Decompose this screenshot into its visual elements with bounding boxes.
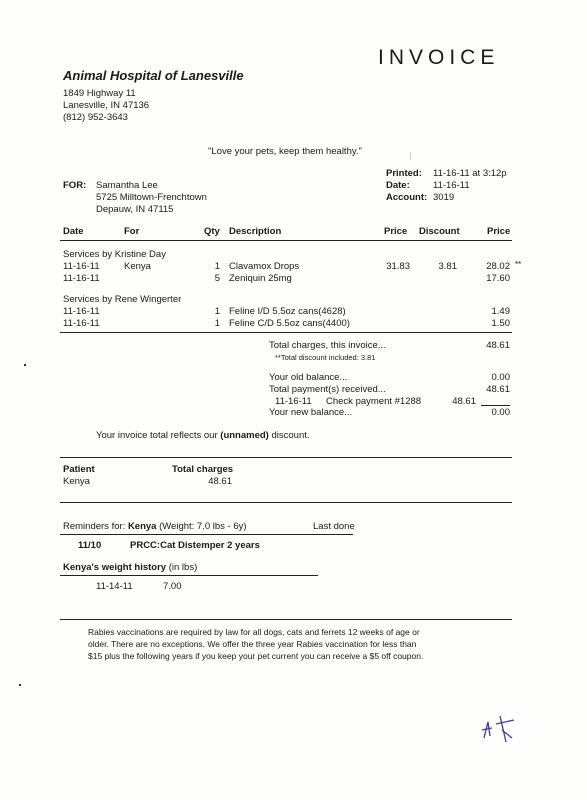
col-date: Date <box>63 226 84 237</box>
group-heading: Services by Kristine Day <box>63 249 166 260</box>
printed-label: Printed: <box>386 168 422 179</box>
rabies-note-line3: $15 plus the following years if you keep your pet current you can receive a $5 off coupon. <box>88 651 424 661</box>
row-date: 11-16-11 <box>63 261 100 272</box>
items-divider <box>60 332 512 333</box>
hospital-address-line1: 1849 Highway 11 <box>63 88 136 99</box>
row-total: 1.49 <box>491 306 510 317</box>
customer-address-line1: 5725 Milltown-Frenchtown <box>96 192 207 203</box>
row-price: 31.83 <box>386 261 410 272</box>
reminders-line <box>63 521 247 532</box>
reminders-pet: Kenya <box>127 521 157 532</box>
row-for: Kenya <box>124 261 151 272</box>
account-label: Account: <box>386 192 428 203</box>
weight-history-unit: (in lbs) <box>166 562 198 573</box>
group-heading: Services by Rene Wingerter <box>63 294 182 305</box>
reminder-date: 11/10 <box>78 540 102 551</box>
row-description: Clavamox Drops <box>229 261 300 272</box>
col-qty: Qty <box>204 226 220 237</box>
row-total: 17.60 <box>486 273 510 284</box>
payment-date: 11-16-11 <box>275 396 312 407</box>
header-divider <box>60 240 512 241</box>
for-label: FOR: <box>63 180 87 191</box>
weight-value: 7.00 <box>163 581 182 592</box>
row-description: Feline I/D 5.5oz cans(4628) <box>229 306 346 317</box>
patient-charges: 48.61 <box>208 476 232 487</box>
col-total: Price <box>487 226 511 237</box>
row-qty: 1 <box>214 318 220 329</box>
patient-name: Kenya <box>63 476 90 487</box>
balance-underline <box>481 405 510 406</box>
payments-label: Total payment(s) received... <box>269 384 386 395</box>
charges-header: Total charges <box>172 464 234 475</box>
new-balance-label: Your new balance... <box>269 407 353 418</box>
row-total: 1.50 <box>491 318 510 329</box>
last-done-header: Last done <box>313 521 355 532</box>
handwritten-initials-icon <box>478 708 528 748</box>
patient-bottom-divider <box>60 502 512 503</box>
stray-dot <box>24 364 26 366</box>
row-qty: 5 <box>214 273 220 284</box>
weight-date: 11-14-11 <box>96 581 133 592</box>
stray-mark <box>410 152 415 159</box>
weight-history-divider <box>60 575 318 576</box>
payment-description: Check payment #1288 <box>326 396 422 407</box>
row-total: 28.02 <box>486 261 510 272</box>
row-description: Feline C/D 5.5oz cans(4400) <box>229 318 350 329</box>
discount-name: (unnamed) <box>220 430 269 441</box>
hospital-name: Animal Hospital of Lanesville <box>63 68 244 83</box>
old-balance-value: 0.00 <box>491 372 510 383</box>
reminder-name: PRCC:Cat Distemper 2 years <box>130 540 260 551</box>
weight-history-heading: Kenya's weight history <box>63 562 167 573</box>
discount-message <box>96 430 310 441</box>
payment-amount: 48.61 <box>452 396 476 407</box>
row-date: 11-16-11 <box>63 318 100 329</box>
row-description: Zeniquin 25mg <box>229 273 292 284</box>
payments-value: 48.61 <box>486 384 510 395</box>
customer-address-line2: Depauw, IN 47115 <box>96 204 174 215</box>
row-qty: 1 <box>214 261 220 272</box>
printed-value: 11-16-11 at 3:12p <box>433 168 507 179</box>
patient-header: Patient <box>63 464 95 475</box>
stray-dot <box>19 684 21 686</box>
invoice-title: INVOICE <box>378 46 500 69</box>
row-date: 11-16-11 <box>63 273 100 284</box>
patient-top-divider <box>60 457 512 458</box>
row-discount: 3.81 <box>438 261 457 272</box>
rabies-note-line2: older. There are no exceptions. We offer the three year Rabies vaccination for less than <box>88 639 417 649</box>
date-label: Date: <box>386 180 410 191</box>
hospital-address-line2: Lanesville, IN 47136 <box>63 100 150 111</box>
old-balance-label: Your old balance... <box>269 372 348 383</box>
reminders-divider <box>60 534 353 535</box>
discount-note: **Total discount included: 3.81 <box>275 353 376 362</box>
reminders-weight: (Weight: 7.0 lbs - 6y) <box>156 521 247 532</box>
customer-name: Samantha Lee <box>96 180 158 191</box>
row-flag: ** <box>515 260 522 269</box>
discount-message-suffix: discount. <box>268 430 310 441</box>
row-qty: 1 <box>214 306 220 317</box>
col-discount: Discount <box>419 226 460 237</box>
row-date: 11-16-11 <box>63 306 100 317</box>
total-charges-value: 48.61 <box>486 340 510 351</box>
slogan: "Love your pets, keep them healthy." <box>208 146 362 157</box>
rabies-note-line1: Rabies vaccinations are required by law for all dogs, cats and ferrets 12 weeks of age or <box>88 627 420 637</box>
col-description: Description <box>229 226 282 237</box>
col-price: Price <box>384 226 408 237</box>
discount-message-prefix: Your invoice total reflects our <box>96 430 221 441</box>
new-balance-value: 0.00 <box>491 407 510 418</box>
reminders-label: Reminders for: <box>63 521 128 532</box>
account-value: 3019 <box>433 192 455 203</box>
total-charges-label: Total charges, this invoice... <box>269 340 386 351</box>
date-value: 11-16-11 <box>433 180 470 191</box>
footer-divider <box>60 619 512 620</box>
hospital-phone: (812) 952-3643 <box>63 112 128 123</box>
col-for: For <box>124 226 140 237</box>
weight-history-title <box>63 562 197 573</box>
